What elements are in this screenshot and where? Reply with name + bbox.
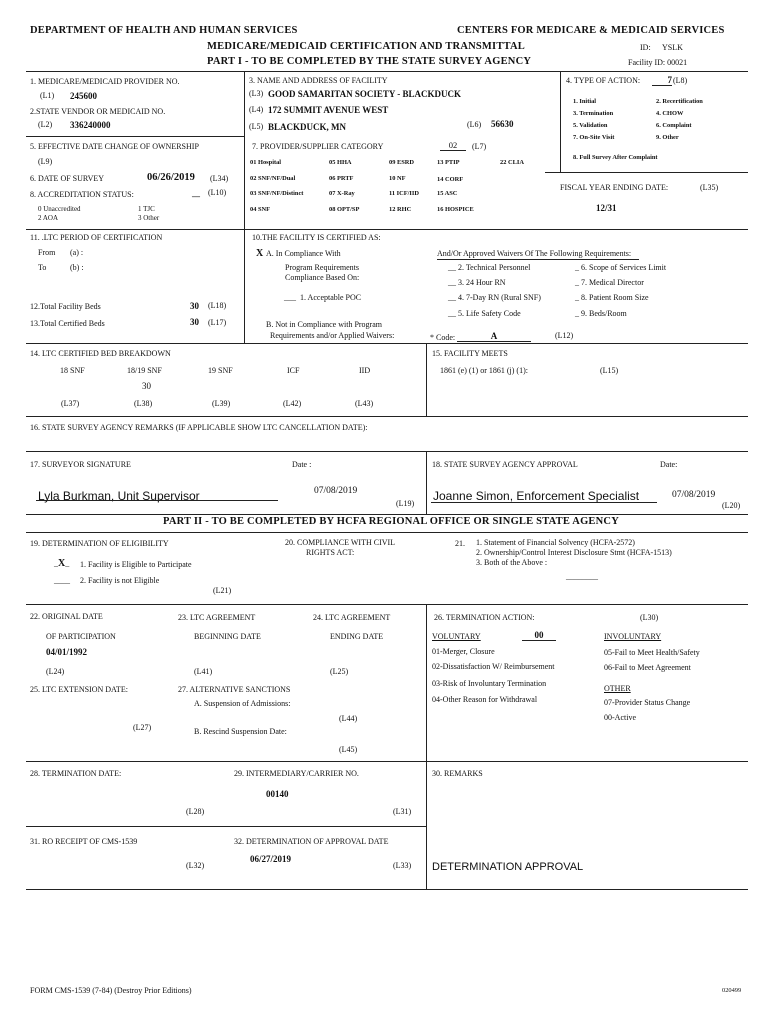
l33-code: (L33) bbox=[393, 861, 412, 870]
l27-code: (L27) bbox=[133, 723, 152, 732]
l8-code: (L8) bbox=[673, 76, 688, 85]
approval-date-label: 32. DETERMINATION OF APPROVAL DATE bbox=[234, 837, 389, 846]
l9-code: (L9) bbox=[38, 157, 53, 166]
facility-city: BLACKDUCK, MN bbox=[268, 122, 346, 132]
bed-code: (L37) bbox=[61, 399, 80, 408]
compliance-mark: X bbox=[256, 248, 264, 259]
survey-date-value: 06/26/2019 bbox=[147, 172, 195, 183]
category-option: 02 SNF/NF/Dual bbox=[250, 175, 296, 182]
category-option: 05 HHA bbox=[329, 159, 352, 166]
l34-code: (L34) bbox=[210, 174, 229, 183]
fiscal-year-value: 12/31 bbox=[596, 203, 617, 213]
facility-name-label: 3. NAME AND ADDRESS OF FACILITY bbox=[249, 76, 388, 85]
surveyor-date: 07/08/2019 bbox=[314, 486, 358, 496]
l7-code: (L7) bbox=[472, 142, 487, 151]
action-option: 4. CHOW bbox=[656, 110, 684, 117]
bed-breakdown-label: 14. LTC CERTIFIED BED BREAKDOWN bbox=[30, 349, 171, 358]
eff-date-label: 5. EFFECTIVE DATE CHANGE OF OWNERSHIP bbox=[30, 142, 199, 151]
dept-title: DEPARTMENT OF HEALTH AND HUMAN SERVICES bbox=[30, 25, 298, 36]
type-action-label: 4. TYPE OF ACTION: bbox=[566, 76, 641, 85]
fiscal-year-label: FISCAL YEAR ENDING DATE: bbox=[560, 183, 669, 192]
facility-id: Facility ID: 00021 bbox=[628, 58, 688, 67]
f21-label: 21. bbox=[455, 539, 465, 548]
voluntary-option: 03-Risk of Involuntary Termination bbox=[432, 679, 547, 688]
waiver-7: 7. Medical Director bbox=[581, 278, 644, 287]
ltc-end-label: 24. LTC AGREEMENT bbox=[313, 613, 391, 622]
program-req: Program Requirements bbox=[285, 263, 359, 272]
compliance-based: Compliance Based On: bbox=[285, 273, 360, 282]
total-beds-value: 30 bbox=[190, 301, 199, 311]
termination-action-label: 26. TERMINATION ACTION: bbox=[434, 613, 535, 622]
approval-date-value: 06/27/2019 bbox=[250, 854, 292, 864]
suspension-label: A. Suspension of Admissions: bbox=[194, 699, 291, 708]
category-option: 07 X-Ray bbox=[329, 190, 355, 197]
waiver-2: 2. Technical Personnel bbox=[458, 263, 531, 272]
l19-code: (L19) bbox=[396, 499, 415, 508]
l2-code: (L2) bbox=[38, 120, 53, 129]
bed-col: 18 SNF bbox=[60, 366, 85, 375]
accreditation-option: 3 Other bbox=[138, 214, 160, 222]
bed-code: (L39) bbox=[212, 399, 231, 408]
l20-code: (L20) bbox=[722, 501, 741, 510]
remarks-30-label: 30. REMARKS bbox=[432, 769, 483, 778]
category-option: 06 PRTF bbox=[329, 175, 354, 182]
voluntary-value: 00 bbox=[522, 631, 556, 641]
f21-item: 1. Statement of Financial Solvency (HCFA-2572) bbox=[476, 538, 635, 547]
voluntary-option: 01-Merger, Closure bbox=[432, 647, 495, 656]
l12-code: (L12) bbox=[555, 331, 574, 340]
facility-meets-text: 1861 (e) (1) or 1861 (j) (1): bbox=[440, 366, 528, 375]
id-value: YSLK bbox=[662, 43, 683, 52]
l32-code: (L32) bbox=[186, 861, 205, 870]
provider-category-label: 7. PROVIDER/SUPPLIER CATEGORY bbox=[252, 142, 384, 151]
accreditation-option: 2 AOA bbox=[38, 214, 59, 222]
survey-date-label: 6. DATE OF SURVEY bbox=[30, 174, 105, 183]
waiver-9: 9. Beds/Room bbox=[581, 309, 627, 318]
action-option: 3. Termination bbox=[573, 110, 614, 117]
code-value: A bbox=[457, 332, 531, 342]
action-option: 2. Recertification bbox=[656, 98, 703, 105]
agency-date-label: Date: bbox=[660, 460, 678, 469]
form-code: 020499 bbox=[722, 987, 742, 994]
ltc-extension-label: 25. LTC EXTENSION DATE: bbox=[30, 685, 128, 694]
certified-beds-label: 13.Total Certified Beds bbox=[30, 319, 105, 328]
eligibility-label: 19. DETERMINATION OF ELIGIBILITY bbox=[30, 539, 169, 548]
certified-beds-value: 30 bbox=[190, 317, 199, 327]
vendor-no-label: 2.STATE VENDOR OR MEDICAID NO. bbox=[30, 107, 166, 116]
determination-approval: DETERMINATION APPROVAL bbox=[432, 861, 584, 873]
bed-code: (L38) bbox=[134, 399, 153, 408]
bed-col: 18/19 SNF bbox=[127, 366, 162, 375]
requirements-waivers: Requirements and/or Applied Waivers: bbox=[270, 331, 395, 340]
eligible-option: 1. Facility is Eligible to Participate bbox=[80, 560, 192, 569]
to-b: (b) : bbox=[70, 263, 84, 272]
bed-breakdown-value: 30 bbox=[142, 381, 151, 391]
form-number: FORM CMS-1539 (7-84) (Destroy Prior Editions) bbox=[30, 986, 192, 995]
bed-col: ICF bbox=[287, 366, 300, 375]
agency-approval-label: 18. STATE SURVEY AGENCY APPROVAL bbox=[432, 460, 578, 469]
not-in-compliance: B. Not in Compliance with Program bbox=[266, 320, 382, 329]
provider-category-value: 02 bbox=[440, 141, 466, 151]
begin-date-label: BEGINNING DATE bbox=[194, 632, 261, 641]
ltc-begin-label: 23. LTC AGREEMENT bbox=[178, 613, 256, 622]
action-option: 6. Complaint bbox=[656, 122, 692, 129]
alt-sanctions-label: 27. ALTERNATIVE SANCTIONS bbox=[178, 685, 291, 694]
waiver-4: 4. 7-Day RN (Rural SNF) bbox=[458, 293, 541, 302]
provider-no-label: 1. MEDICARE/MEDICAID PROVIDER NO. bbox=[30, 77, 180, 86]
type-action-value: 7 bbox=[652, 76, 672, 86]
accreditation-mark: __ bbox=[192, 189, 200, 198]
l4-code: (L4) bbox=[249, 105, 264, 114]
l5-code: (L5) bbox=[249, 122, 264, 131]
action-option: 7. On-Site Visit bbox=[573, 134, 615, 141]
code-label: * Code: bbox=[430, 333, 456, 342]
involuntary-option: 06-Fail to Meet Agreement bbox=[604, 663, 691, 672]
ro-receipt-label: 31. RO RECEIPT OF CMS-1539 bbox=[30, 837, 138, 846]
involuntary-label: INVOLUNTARY bbox=[604, 632, 662, 641]
category-option: 03 SNF/NF/Distinct bbox=[250, 190, 304, 197]
category-option: 15 ASC bbox=[437, 190, 458, 197]
category-option: 04 SNF bbox=[250, 206, 271, 213]
l1-code: (L1) bbox=[40, 91, 55, 100]
provider-no-value: 245600 bbox=[70, 91, 97, 101]
waiver-8: 8. Patient Room Size bbox=[581, 293, 649, 302]
certified-as-label: 10.THE FACILITY IS CERTIFIED AS: bbox=[252, 233, 381, 242]
category-option: 13 PTIP bbox=[437, 159, 460, 166]
action-option: 9. Other bbox=[656, 134, 679, 141]
intermediary-value: 00140 bbox=[266, 789, 289, 799]
l45-code: (L45) bbox=[339, 745, 358, 754]
l30-code: (L30) bbox=[640, 613, 659, 622]
termination-date-label: 28. TERMINATION DATE: bbox=[30, 769, 122, 778]
ltc-period-label: 11. .LTC PERIOD OF CERTIFICATION bbox=[30, 233, 163, 242]
voluntary-option: 04-Other Reason for Withdrawal bbox=[432, 695, 538, 704]
facility-street: 172 SUMMIT AVENUE WEST bbox=[268, 105, 389, 115]
civil-rights-label-2: RIGHTS ACT: bbox=[306, 548, 355, 557]
f21-line: ________ bbox=[566, 572, 598, 581]
remarks-label: 16. STATE SURVEY AGENCY REMARKS (IF APPLICABLE SHOW LTC CANCELLATION DATE): bbox=[30, 423, 368, 432]
facility-name: GOOD SAMARITAN SOCIETY - BLACKDUCK bbox=[268, 89, 462, 99]
l6-code: (L6) bbox=[467, 120, 482, 129]
original-date-value: 04/01/1992 bbox=[46, 647, 88, 657]
l35-code: (L35) bbox=[700, 183, 719, 192]
bed-col: 19 SNF bbox=[208, 366, 233, 375]
action-option: 8. Full Survey After Complaint bbox=[573, 154, 658, 161]
l41-code: (L41) bbox=[194, 667, 213, 676]
l17-code: (L17) bbox=[208, 318, 227, 327]
f21-item: 2. Ownership/Control Interest Disclosure Stmt (HCFA-1513) bbox=[476, 548, 672, 557]
acceptable-poc: 1. Acceptable POC bbox=[300, 293, 362, 302]
from-a: (a) : bbox=[70, 248, 84, 257]
category-option: 08 OPT/SP bbox=[329, 206, 360, 213]
l15-code: (L15) bbox=[600, 366, 619, 375]
id-label: ID: bbox=[640, 43, 651, 52]
category-option: 09 ESRD bbox=[389, 159, 415, 166]
vendor-no-value: 336240000 bbox=[70, 120, 111, 130]
involuntary-option: 05-Fail to Meet Health/Safety bbox=[604, 648, 700, 657]
form-title: MEDICARE/MEDICAID CERTIFICATION AND TRANSMITTAL bbox=[207, 41, 525, 52]
accreditation-option: 1 TJC bbox=[138, 205, 155, 213]
waivers-title: And/Or Approved Waivers Of The Following Requirements: bbox=[437, 249, 632, 258]
waiver-3: 3. 24 Hour RN bbox=[458, 278, 506, 287]
facility-meets-label: 15. FACILITY MEETS bbox=[432, 349, 508, 358]
l3-code: (L3) bbox=[249, 89, 264, 98]
category-option: 11 ICF/IID bbox=[389, 190, 420, 197]
to-label: To bbox=[38, 263, 47, 272]
other-option: 07-Provider Status Change bbox=[604, 698, 691, 707]
other-label: OTHER bbox=[604, 684, 631, 693]
voluntary-label: VOLUNTARY bbox=[432, 632, 481, 641]
l10-code: (L10) bbox=[208, 188, 227, 197]
facility-zip: 56630 bbox=[491, 119, 514, 129]
l25-code: (L25) bbox=[330, 667, 349, 676]
l18-code: (L18) bbox=[208, 301, 227, 310]
compliance-label: A. In Compliance With bbox=[266, 249, 341, 258]
bed-col: IID bbox=[359, 366, 371, 375]
waiver-5: 5. Life Safety Code bbox=[458, 309, 521, 318]
voluntary-option: 02-Dissatisfaction W/ Reimbursement bbox=[432, 662, 555, 671]
l31-code: (L31) bbox=[393, 807, 412, 816]
waiver-6: 6. Scope of Services Limit bbox=[581, 263, 667, 272]
not-eligible-mark: ____ bbox=[54, 576, 70, 585]
total-beds-label: 12.Total Facility Beds bbox=[30, 302, 101, 311]
category-option: 12 RHC bbox=[389, 206, 412, 213]
cms-title: CENTERS FOR MEDICARE & MEDICAID SERVICES bbox=[457, 25, 725, 36]
other-option: 00-Active bbox=[604, 713, 636, 722]
end-date-label: ENDING DATE bbox=[330, 632, 384, 641]
bed-code: (L42) bbox=[283, 399, 302, 408]
accreditation-label: 8. ACCREDITATION STATUS: bbox=[30, 190, 134, 199]
surveyor-signature: Lyla Burkman, Unit Supervisor bbox=[38, 489, 200, 503]
original-date-label: 22. ORIGINAL DATE bbox=[30, 612, 103, 621]
category-option: 10 NF bbox=[389, 175, 406, 182]
from-label: From bbox=[38, 248, 56, 257]
eligible-mark: X bbox=[58, 558, 66, 569]
rescind-label: B. Rescind Suspension Date: bbox=[194, 727, 287, 736]
l28-code: (L28) bbox=[186, 807, 205, 816]
action-option: 5. Validation bbox=[573, 122, 608, 129]
acceptable-poc-mark: ___ bbox=[284, 293, 296, 302]
civil-rights-label: 20. COMPLIANCE WITH CIVIL bbox=[285, 538, 396, 547]
l21-code: (L21) bbox=[213, 586, 232, 595]
agency-signature: Joanne Simon, Enforcement Specialist bbox=[433, 489, 640, 503]
category-option: 01 Hospital bbox=[250, 159, 282, 166]
surveyor-date-label: Date : bbox=[292, 460, 312, 469]
not-eligible-option: 2. Facility is not Eligible bbox=[80, 576, 160, 585]
l44-code: (L44) bbox=[339, 714, 358, 723]
agency-date: 07/08/2019 bbox=[672, 490, 716, 500]
part1-title: PART I - TO BE COMPLETED BY THE STATE SURVEY AGENCY bbox=[207, 56, 532, 67]
intermediary-label: 29. INTERMEDIARY/CARRIER NO. bbox=[234, 769, 359, 778]
accreditation-option: 0 Unaccredited bbox=[38, 205, 81, 213]
f21-item: 3. Both of the Above : bbox=[476, 558, 548, 567]
surveyor-signature-label: 17. SURVEYOR SIGNATURE bbox=[30, 460, 131, 469]
bed-code: (L43) bbox=[355, 399, 374, 408]
participation-label: OF PARTICIPATION bbox=[46, 632, 116, 641]
category-option: 22 CLIA bbox=[500, 159, 524, 166]
l24-code: (L24) bbox=[46, 667, 65, 676]
category-option: 14 CORF bbox=[437, 176, 464, 183]
part2-title: PART II - TO BE COMPLETED BY HCFA REGIONAL OFFICE OR SINGLE STATE AGENCY bbox=[163, 516, 619, 527]
action-option: 1. Initial bbox=[573, 98, 597, 105]
category-option: 16 HOSPICE bbox=[437, 206, 474, 213]
